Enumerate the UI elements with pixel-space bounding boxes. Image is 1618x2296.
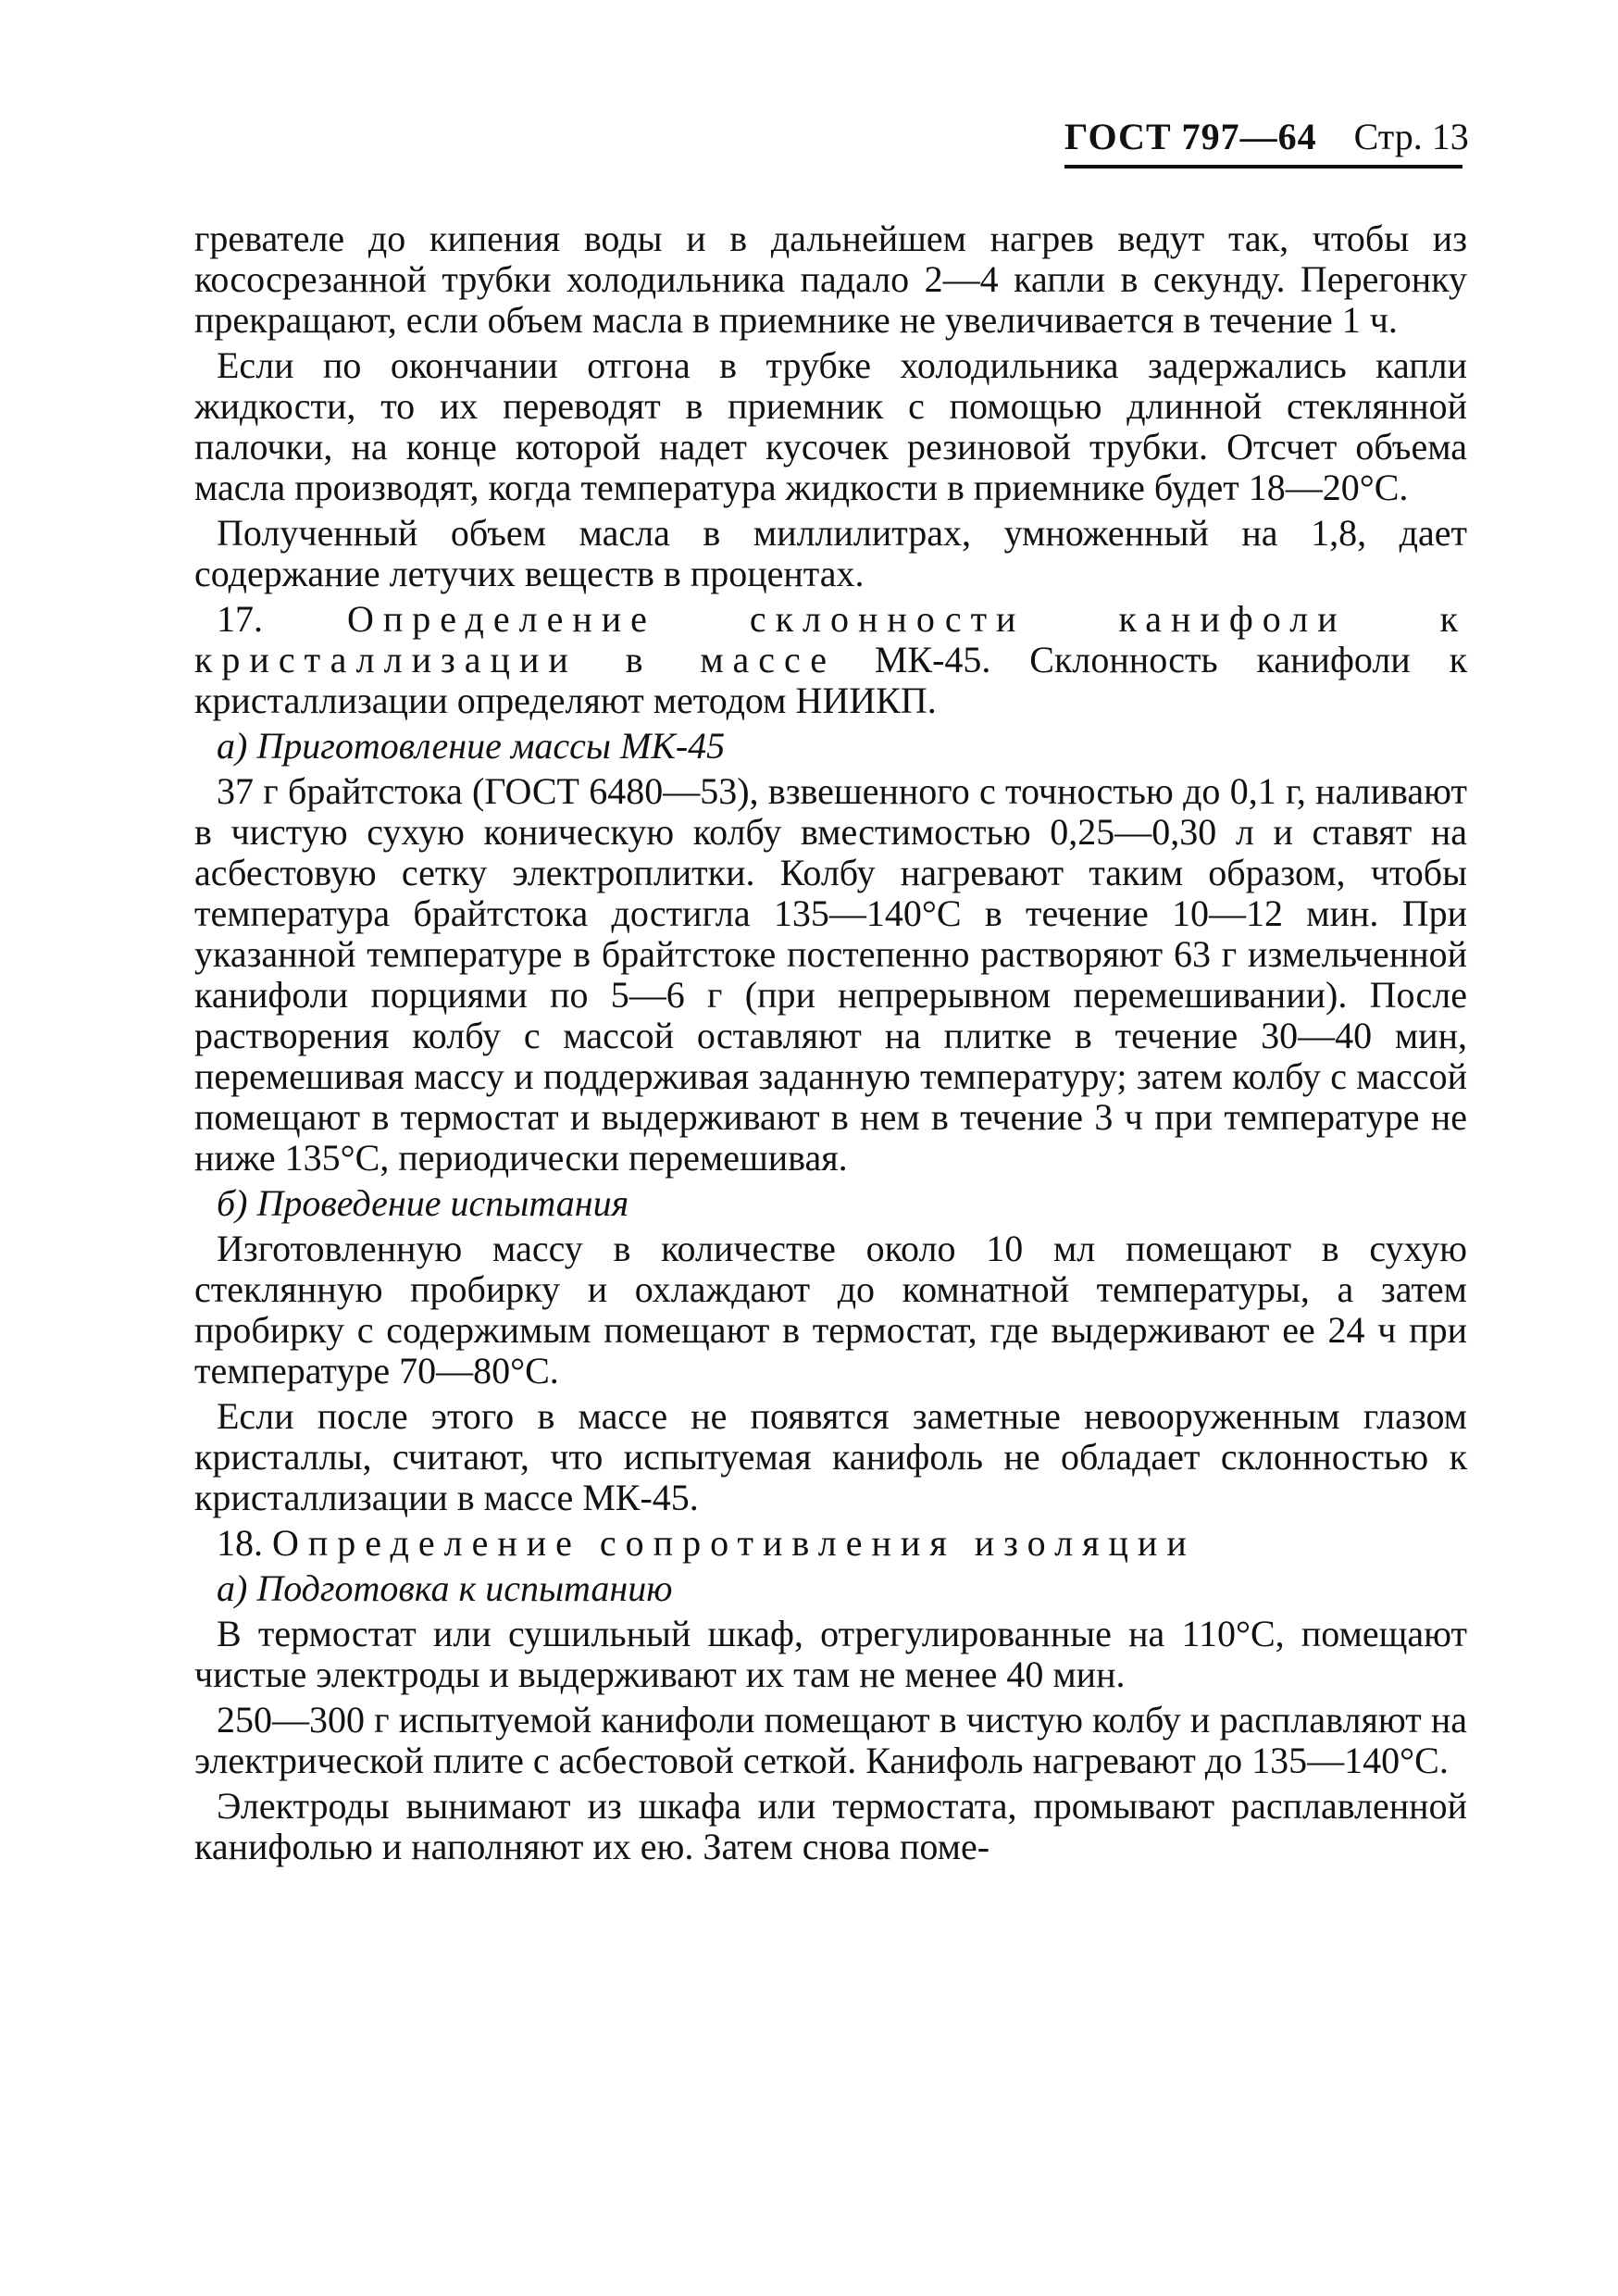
section-17-title: Определение склонности канифоли к кристаллизации в массе xyxy=(194,598,1468,680)
page-header xyxy=(1064,109,1469,168)
paragraph-3: Полученный объем масла в миллилитрах, умноженный на 1,8, дает содержание летучих веществ в процентах. xyxy=(194,512,1467,594)
paragraph-rosin-melt: 250—300 г испытуемой канифоли помещают в чистую колбу и расплавляют на электрической плите с асбестовой сеткой. Канифоль нагревают до 135—140°С. xyxy=(194,1699,1467,1781)
paragraph-2: Если по окончании отгона в трубке холодильника задержались капли жидкости, то их переводят в приемник с помощью длинной стеклянной палочки, на конце которой надет кусочек резиновой трубки. Отсчет объема масла производят, когда температура жидкости в приемнике будет 18—20°С. xyxy=(194,344,1467,508)
paragraph-preparation: 37 г брайтстока (ГОСТ 6480—53), взвешенного с точностью до 0,1 г, наливают в чистую сухую коническую колбу вместимостью 0,25—0,30 л и ставят на асбестовую сетку электроплитки. Колбу нагревают таким образом, чтобы температура брайтстока достигла 135—140°С в течение 10—12 мин. При указанной температуре в брайтстоке постепенно растворяют 63 г измельченной канифоли порциями по 5—6 г (при непрерывном перемешивании). После растворения колбу с массой оставляют на плитке в течение 30—40 мин, перемешивая массу и поддерживая заданную температуру; затем колбу с массой помещают в термостат и выдерживают в нем в течение 3 ч при температуре не ниже 135°С, периодически перемешивая. xyxy=(194,770,1467,1179)
paragraph-electrodes-fill: Электроды вынимают из шкафа или термостата, промывают расплавленной канифолью и наполняют их ею. Затем снова поме- xyxy=(194,1785,1467,1867)
section-17 xyxy=(194,599,1467,721)
section-18-title: Определение сопротивления изоляции xyxy=(272,1522,1196,1564)
paragraph-electrodes: В термостат или сушильный шкаф, отрегулированные на 110°С, помещают чистые электроды и выдерживают их там не менее 40 мин. xyxy=(194,1613,1467,1695)
page-number: Стр. 13 xyxy=(1353,116,1469,157)
standard-number: ГОСТ 797—64 xyxy=(1064,116,1317,157)
section-17-text: МК-45. Склонность канифоли к кристаллизации определяют методом НИИКП. xyxy=(194,639,1468,721)
subheading-b-testing: б) Проведение испытания xyxy=(217,1182,629,1224)
section-18 xyxy=(194,1523,1467,1564)
subheading-a-preparation: а) Приготовление массы МК-45 xyxy=(217,725,726,767)
section-18-number: 18. xyxy=(217,1522,263,1564)
document-body xyxy=(194,218,1467,1872)
paragraph-testing: Изготовленную массу в количестве около 10 мл помещают в сухую стеклянную пробирку и охлаждают до комнатной температуры, а затем пробирку с содержимым помещают в термостат, где выдерживают ее 24 ч при температуре 70—80°С. xyxy=(194,1228,1467,1391)
subheading-a-test-prep: а) Подготовка к испытанию xyxy=(217,1567,673,1609)
paragraph-result: Если после этого в массе не появятся заметные невооруженным глазом кристаллы, считают, что испытуемая канифоль не обладает склонностью к кристаллизации в массе МК-45. xyxy=(194,1395,1467,1518)
paragraph-1: гревателе до кипения воды и в дальнейшем нагрев ведут так, чтобы из кососрезанной трубки холодильника падало 2—4 капли в секунду. Перегонку прекращают, если объем масла в приемнике не увеличивается в течение 1 ч. xyxy=(194,218,1467,341)
section-17-number: 17. xyxy=(217,598,263,640)
